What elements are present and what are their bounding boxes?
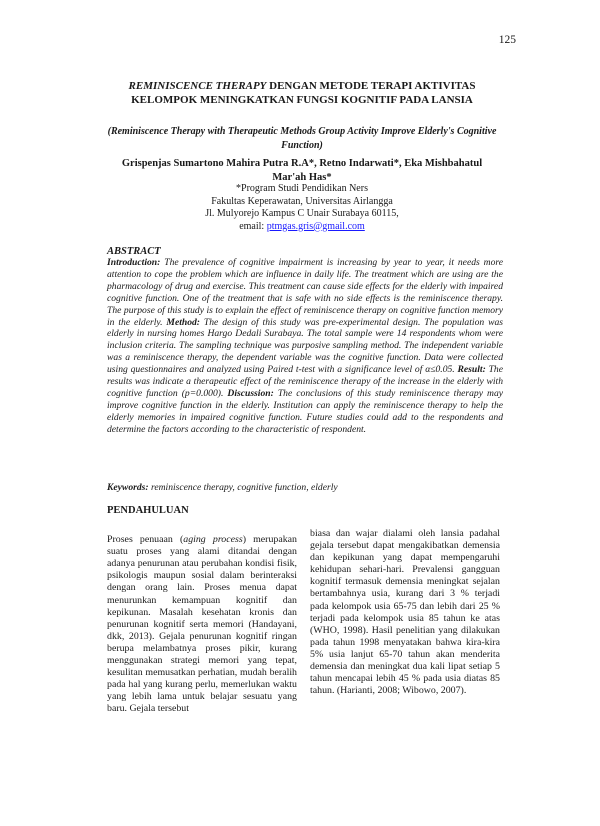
intro-text: The prevalence of cognitive impairment is increasing by year to year, it needs more attention to cope the problem which are influence in daily life. The treatment which are using are the pharmacology of drug and exercise. This treatment can cause side effects for the elderly with impaired cognitive function. One of the treatment that is safe with no side effects is the reminiscence therapy. The purpose of this study is to explain the effect of reminiscence therapy on cognitive function memory in the elderly. (107, 257, 503, 328)
author-list: Grispenjas Sumartono Mahira Putra R.A*, Retno Indarwati*, Eka Mishbahatul Mar'ah Has* (121, 158, 483, 183)
method-text: The design of this study was pre-experimental design. The population was elderly in nursing homes Hargo Dedali Surabaya. The total sample were 14 respondents whom were inclusion criteria. The sampling technique was purposive sampling method. The independent variable was a reminiscence therapy, the dependent variable was the cognitive function. Data were collected using questionnaires and analyzed using Paired t-test with a significance level of α≤0.05. (107, 316, 503, 376)
body-column-right (310, 528, 500, 697)
affiliation-line-3: Jl. Mulyorejo Kampus C Unair Surabaya 60115, (205, 208, 399, 219)
intro-label: Introduction: (107, 257, 161, 268)
paper-title (90, 79, 514, 107)
discussion-text: The conclusions of this study reminiscence therapy may improve cognitive function in the elderly. Institution can apply the reminiscence therapy to help the elderly memories in impaired cognitive function. Future studies could add to the respondents and determine the factors according to the characteristic of respondent. (107, 387, 503, 435)
result-text: The results was indicate a therapeutic effect of the reminiscence therapy of the increase in the elderly with cognitive function (p=0.000). (107, 364, 503, 399)
email-link[interactable]: ptmgas.gris@gmail.com (266, 220, 365, 232)
keywords-text: reminiscence therapy, cognitive function, elderly (148, 482, 338, 493)
method-label: Method: (166, 316, 200, 328)
email-line (112, 221, 492, 234)
section-heading: PENDAHULUAN (107, 505, 189, 516)
discussion-label: Discussion: (227, 387, 274, 399)
affiliation-line-2: Fakultas Keperawatan, Universitas Airlangga (211, 195, 393, 207)
right-column-paragraph: biasa dan wajar dialami oleh lansia padahal gejala tersebut dapat mengakibatkan demensia dan kepikunan yang dapat mempengaruhi kehidupan sehari-hari. Prevalensi gangguan kognitif termasuk demensia meningkat sejalan bertambahnya usia, kurang dari 3 % terjadi pada kelompok usia 65-75 dan lebih dari 25 % terjadi pada kelompok usia 85 tahun ke atas (WHO, 1998). Hasil penelitian yang dilakukan pada tahun 1998 menyatakan bahwa kira-kira 5% usia lanjut 65-70 tahun akan menderita demensia dan meningkat dua kali lipat setiap 5 tahun mencapai lebih 45 % pada usia diatas 85 tahun. (Harianti, 2008; Wibowo, 2007). (310, 528, 500, 697)
keywords-label: Keywords: (107, 482, 149, 493)
left-column-paragraph (107, 534, 297, 715)
abstract-body (107, 257, 503, 436)
title-line2: KELOMPOK MENINGKATKAN FUNGSI KOGNITIF PADA LANSIA (131, 94, 473, 106)
affiliation-block (112, 183, 492, 233)
result-label: Result: (457, 364, 486, 376)
left-text-rest: ) merupakan suatu proses yang alami ditandai dengan adanya penurunan atau perubahan kondisi fisik, psikologis maupun sosial dalam berinteraksi dengan orang lain. Proses menua dapat menurunkan kemampuan kognitif dan kepikunan. Masalah kesehatan kronis dan penurunan kognitif serta memori (Handayani, dkk, 2013). Gejala penurunan kognitif ringan berupa melambatnya proses pikir, kurang menggunakan strategi memori yang tepat, kesulitan memusatkan perhatian, mudah beralih pada hal yang kurang perlu, memerlukan waktu yang lebih lama untuk belajar sesuatu yang baru. Gejala tersebut (107, 534, 297, 715)
abstract-heading: ABSTRACT (107, 246, 161, 257)
left-text-start: Proses penuaan ( (107, 534, 184, 546)
email-label: email: (239, 220, 267, 232)
page-number: 125 (498, 34, 516, 46)
english-subtitle: (Reminiscence Therapy with Therapeutic Methods Group Activity Improve Elderly's Cognitive Function) (107, 126, 497, 151)
affiliation-line-1: *Program Studi Pendidikan Ners (236, 183, 368, 194)
left-italic-term: aging process (183, 534, 243, 546)
body-column-left (107, 505, 297, 716)
keywords-line (107, 482, 503, 493)
title-italic-part: REMINISCENCE THERAPY (128, 80, 267, 92)
title-line1-rest: DENGAN METODE TERAPI AKTIVITAS (266, 80, 476, 92)
